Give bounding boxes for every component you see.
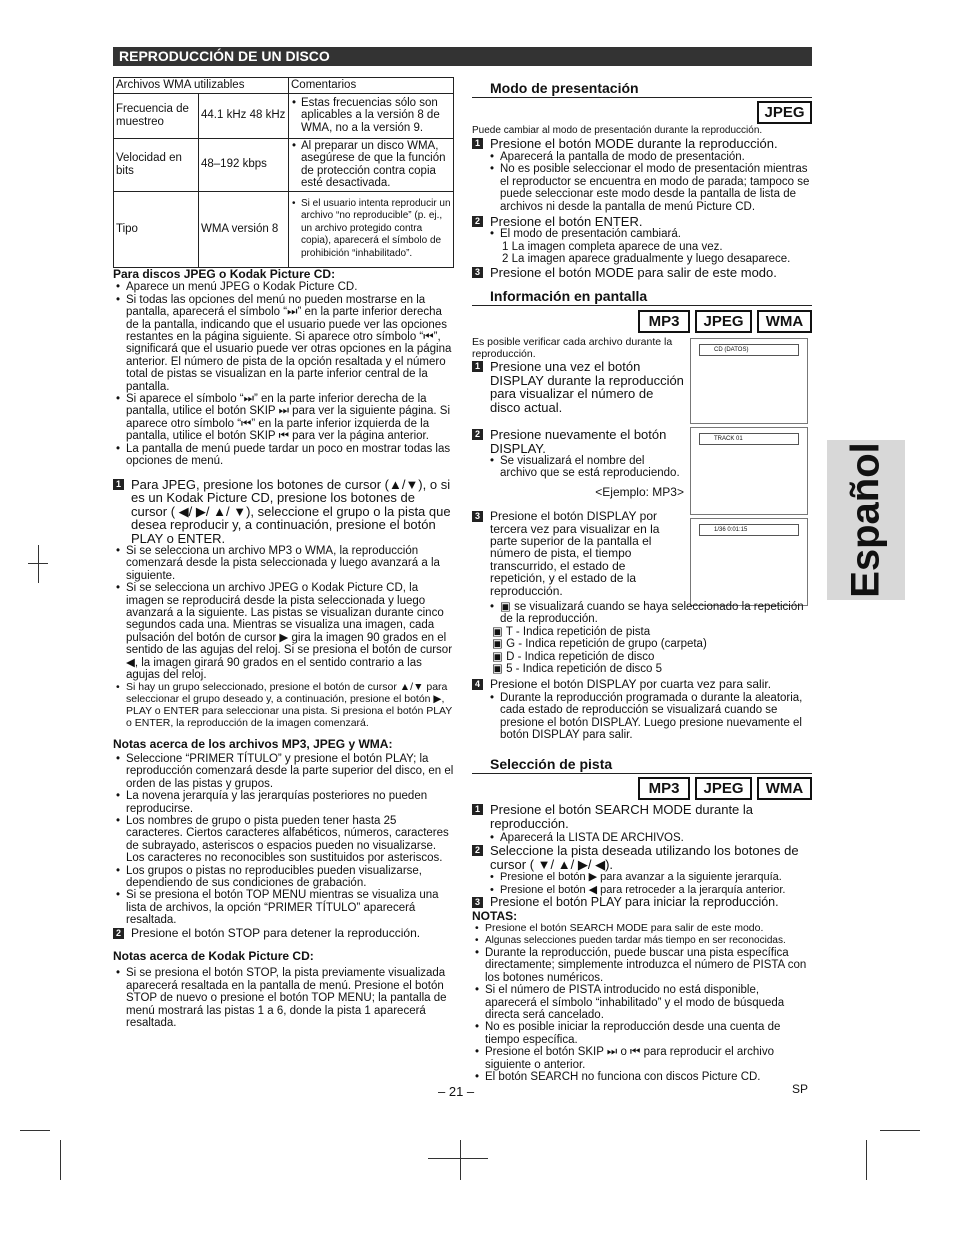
table-cell: 44.1 kHz 48 kHz bbox=[199, 93, 289, 138]
list-item: • Si se selecciona un archivo MP3 o WMA, la reproducción comenzará desde la pista seleccionada y luego avanzará a la siguiente. bbox=[113, 545, 454, 582]
step-text: Presione el botón ENTER. bbox=[490, 213, 643, 229]
osd-bar: CD (DATOS) bbox=[699, 344, 799, 356]
list-item: • No es posible seleccionar el modo de presentación mientras el reproductor se encuentra en modo de parada; tampoco se puede seleccionar este modo desde la pantalla de lista de archivos ni desde la pantalla de menú Picture CD. bbox=[472, 163, 812, 213]
table-cell: Tipo bbox=[114, 191, 199, 267]
table-cell bbox=[289, 191, 454, 267]
step-text: Presione nuevamente el botón DISPLAY. bbox=[490, 427, 667, 456]
table-header-cell: Comentarios bbox=[289, 78, 454, 94]
list-item: • Se visualizará el nombre del archivo que se está reproduciendo. bbox=[472, 455, 684, 480]
repeat-icon: ▣ bbox=[492, 650, 507, 663]
list-item: • El modo de presentación cambiará. bbox=[472, 228, 812, 240]
step-3 bbox=[472, 266, 812, 280]
section-rule bbox=[472, 773, 812, 774]
crop-mark bbox=[880, 1130, 920, 1131]
section-rule bbox=[472, 97, 812, 98]
step-number: 2 bbox=[472, 216, 483, 227]
crop-mark bbox=[60, 1140, 61, 1180]
table-cell-bullet: • Al preparar un disco WMA, asegúrese de que la función de protección contra copia esté desactivada. bbox=[301, 140, 451, 190]
list-item: • Si hay un grupo seleccionado, presione el botón de cursor ▲/▼ para seleccionar el grupo deseado y, a continuación, presione el botón ▶, PLAY o ENTER para seleccionar una pista. Si presiona el botón PLAY o ENTER, la reproducción de la imagen comenzará. bbox=[113, 681, 454, 729]
list-item: • Durante la reproducción, puede buscar una pista específica directamente; simplemente introduzca el número de PISTA con los botones numéricos. bbox=[472, 947, 812, 984]
repeat-line bbox=[472, 626, 812, 638]
step-1 bbox=[472, 803, 812, 830]
step-1 bbox=[472, 137, 812, 151]
step-2 bbox=[472, 428, 684, 455]
badge-jpeg: JPEG bbox=[695, 310, 752, 333]
step-number: 1 bbox=[113, 479, 124, 490]
list-item: • Si se selecciona un archivo JPEG o Kodak Picture CD, la imagen se reproducirá desde la pista seleccionada y luego avanzará a la siguiente. Las pistas se visualizan durante cinco segundos cada una. Mientras se visualiza una imagen, cada pulsación del botón de cursor ▶ gira la imagen 90 grados en el sentido de las agujas del reloj. Si se presiona el botón de cursor ◀, la imagen girará 90 grados en el sentido contrario a las agujas del reloj. bbox=[113, 582, 454, 681]
notes-heading: Notas acerca de los archivos MP3, JPEG y WMA: bbox=[113, 737, 393, 752]
list-item: • La novena jerarquía y las jerarquías posteriores no pueden reproducirse. bbox=[113, 790, 454, 815]
section-rule bbox=[472, 305, 812, 306]
step-text: Para JPEG, presione los botones de cursor (▲/▼), o si es un Kodak Picture CD, presione los botones de cursor ( ◀/ ▶/ ▲/ ▼), seleccione el grupo o la pista que desea reproducir y, a continuación, presione el botón PLAY o ENTER. bbox=[131, 476, 451, 546]
repeat-line-text: 5 - Indica repetición de disco 5 bbox=[506, 663, 663, 676]
language-code: SP bbox=[792, 1082, 809, 1096]
list-item: • El botón SEARCH no funciona con discos Picture CD. bbox=[472, 1071, 812, 1083]
list-item: • Seleccione “PRIMER TÍTULO” y presione el botón PLAY; la reproducción comenzará desde la parte superior del disco, en el orden de las pistas y grupos. bbox=[113, 753, 454, 790]
list-item: • Aparece un menú JPEG o Kodak Picture CD. bbox=[113, 281, 454, 293]
step-text: Presione el botón MODE durante la reproducción. bbox=[490, 136, 778, 152]
step-text: Presione el botón MODE para salir de este modo. bbox=[490, 264, 777, 280]
osd-bar: 1/36 0:01:15 bbox=[699, 524, 799, 536]
display-section bbox=[472, 336, 684, 597]
step-text: Presione el botón DISPLAY por cuarta vez para salir. bbox=[490, 677, 772, 692]
header-divider bbox=[113, 65, 812, 66]
page-number: – 21 – bbox=[438, 1084, 475, 1099]
step-number: 1 bbox=[472, 138, 483, 149]
table-cell bbox=[289, 138, 454, 191]
table-header-cell: Archivos WMA utilizables bbox=[114, 78, 289, 94]
list-item: • Los grupos o pistas no reproducibles pueden visualizarse, dependiendo de sus condiciones de grabación. bbox=[113, 865, 454, 890]
repeat-line-text: G - Indica repetición de grupo (carpeta) bbox=[506, 638, 707, 651]
step-3 bbox=[472, 896, 812, 910]
list-item: • Aparecerá la LISTA DE ARCHIVOS. bbox=[472, 832, 812, 844]
section-title-track bbox=[472, 754, 812, 774]
list-item: • Si se presiona el botón TOP MENU mientras se visualiza una lista de archivos, la opción “PRIMER TÍTULO” aparecerá resaltada. bbox=[113, 889, 454, 926]
osd-bar: TRACK 01 bbox=[699, 433, 799, 445]
osd-screen-2 bbox=[690, 427, 808, 515]
repeat-line bbox=[472, 663, 812, 675]
step-number: 2 bbox=[113, 928, 124, 939]
table-cell: Velocidad en bits bbox=[114, 138, 199, 191]
table-cell: WMA versión 8 bbox=[199, 191, 289, 267]
section-intro: Es posible verificar cada archivo durante la reproducción. bbox=[472, 336, 673, 360]
list-item: • Los nombres de grupo o pista pueden tener hasta 25 caracteres. Ciertos caracteres alfabéticos, números, caracteres de subrayado, asteriscos o espacios pueden no visualizarse. Los caracteres no reconocibles son sustituidos por asteriscos. bbox=[113, 815, 454, 865]
list-item: • Si aparece el símbolo “⏭” en la parte inferior derecha de la pantalla, utilice el botón SKIP ⏭ para ver la siguiente página. Si aparece otro símbolo “⏮” en la parte inferior izquierda de la pantalla, utilice el botón SKIP ⏮ para ver la página anterior. bbox=[113, 393, 454, 443]
repeat-icon: ▣ bbox=[492, 638, 507, 651]
repeat-line-text: T - Indica repetición de pista bbox=[505, 625, 651, 638]
repeat-line bbox=[472, 651, 812, 663]
list-item: • Presione el botón ◀ para retroceder a la jerarquía anterior. bbox=[472, 884, 812, 896]
display-section-cont bbox=[472, 601, 812, 742]
step-text: Presione el botón STOP para detener la reproducción. bbox=[131, 925, 421, 940]
jpeg-heading: Para discos JPEG o Kodak Picture CD: bbox=[113, 267, 336, 281]
table-cell: Frecuencia de muestreo bbox=[114, 93, 199, 138]
badge-jpeg: JPEG bbox=[757, 101, 812, 124]
crop-mark bbox=[866, 1140, 867, 1180]
step-number: 1 bbox=[472, 361, 483, 372]
crop-mark bbox=[460, 1140, 461, 1180]
repeat-line-text: D - Indica repetición de disco bbox=[506, 650, 655, 663]
step-number: 4 bbox=[472, 679, 483, 690]
step-number: 3 bbox=[472, 897, 483, 908]
list-item: • Algunas selecciones pueden tardar más tiempo en ser reconocidas. bbox=[472, 935, 812, 947]
osd-screen-1 bbox=[690, 338, 808, 424]
step-text: Presione el botón DISPLAY por tercera vez para visualizar en la parte superior de la pantalla el número de pista, el tiempo transcurrido, el estado de repetición, y el estado de la reproducción. bbox=[490, 509, 660, 598]
crop-mark bbox=[20, 1130, 50, 1131]
step-2 bbox=[472, 844, 812, 871]
repeat-icon: ▣ bbox=[492, 625, 506, 638]
repeat-line bbox=[472, 638, 812, 650]
step-number: 1 bbox=[472, 804, 483, 815]
list-item: • Si se presiona el botón STOP, la pista previamente visualizada aparecerá resaltada en la pantalla de menú. Presione el botón STOP de nuevo o presione el botón TOP MENU; la pantalla de menú mostrará las pistas 1 a 6, donde la pista 1 aparecerá resaltada. bbox=[113, 967, 454, 1029]
track-section bbox=[472, 803, 812, 1083]
section-title-text: Información en pantalla bbox=[490, 288, 648, 304]
list-item: • Durante la reproducción programada o durante la aleatoria, cada estado de reproducción se visualizará cuando se presione el botón DISPLAY. Luego presione nuevamente el botón DISPLAY para salir. bbox=[472, 692, 812, 742]
notes-heading: NOTAS: bbox=[472, 908, 518, 923]
section-header: REPRODUCCIÓN DE UN DISCO bbox=[113, 47, 812, 65]
step-number: 3 bbox=[472, 511, 483, 522]
list-item: • Si el número de PISTA introducido no está disponible, aparecerá el símbolo “inhabilitado” y el modo de búsqueda directa será cancelado. bbox=[472, 984, 812, 1021]
section-intro: Puede cambiar al modo de presentación durante la reproducción. bbox=[472, 125, 763, 136]
list-item: 2 La imagen aparece gradualmente y luego desaparece. bbox=[502, 253, 791, 266]
list-item: • Presione el botón SKIP ⏭ o ⏮ para reproducir el archivo siguiente o anterior. bbox=[472, 1046, 812, 1071]
section-title-text: Modo de presentación bbox=[490, 80, 639, 96]
badge-mp3: MP3 bbox=[638, 310, 690, 333]
table-cell: 48–192 kbps bbox=[199, 138, 289, 191]
badge-wma: WMA bbox=[757, 777, 812, 800]
section-title-text: Selección de pista bbox=[490, 756, 613, 772]
step-2 bbox=[472, 215, 812, 229]
step-text: Presione una vez el botón DISPLAY durante la reproducción para visualizar el número de disco actual. bbox=[490, 359, 684, 415]
osd-screen-3 bbox=[690, 518, 808, 606]
list-item: • La pantalla de menú puede tardar un poco en mostrar todas las opciones de menú. bbox=[113, 443, 454, 468]
repeat-icon: ▣ bbox=[500, 601, 515, 613]
table-cell-bullet: • Si el usuario intenta reproducir un archivo “no reproducible” (p. ej., un archivo protegido contra copia), aparecerá el símbolo de prohibición “inhabilitado”. bbox=[301, 198, 451, 261]
wma-table bbox=[113, 77, 454, 268]
list-item: • Presione el botón SEARCH MODE para salir de este modo. bbox=[472, 922, 812, 934]
step-text: Presione el botón SEARCH MODE durante la reproducción. bbox=[490, 802, 754, 831]
step-text: Seleccione la pista deseada utilizando los botones de cursor ( ▼/ ▲/ ▶/ ◀). bbox=[490, 843, 799, 872]
table-cell-bullet: • Estas frecuencias sólo son aplicables a la versión 8 de WMA, no a la versión 9. bbox=[301, 97, 451, 135]
crop-mark bbox=[38, 545, 39, 583]
list-item: • Presione el botón ▶ para avanzar a la siguiente jerarquía. bbox=[472, 871, 812, 883]
section-title-display bbox=[472, 286, 812, 306]
list-item: 1 La imagen completa aparece de una vez. bbox=[502, 240, 723, 253]
list-item: • Si todas las opciones del menú no pueden mostrarse en la pantalla, aparecerá el símbolo “⏭” en la parte inferior derecha de la pantalla, indicando que el usuario puede ver las opciones restantes en la página siguiente. Si aparece otro símbolo “⏮”, significará que el usuario puede ver otras opciones en la página anterior. El número de pista de la opción resaltada y el número total de pistas se visualizan en la parte inferior central de la pantalla. bbox=[113, 294, 454, 393]
list-item-text: se visualizará cuando se haya seleccionado la repetición de la reproducción. bbox=[500, 601, 804, 626]
step-number: 3 bbox=[472, 267, 483, 278]
step-1 bbox=[113, 478, 454, 546]
step-text: Presione el botón PLAY para iniciar la reproducción. bbox=[490, 895, 779, 910]
step-1 bbox=[472, 360, 684, 414]
language-tab-label: Español bbox=[843, 442, 888, 598]
list-item: • No es posible iniciar la reproducción desde una cuenta de tiempo específica. bbox=[472, 1021, 812, 1046]
step-number: 2 bbox=[472, 429, 483, 440]
left-column bbox=[113, 268, 454, 1030]
presentation-section bbox=[472, 125, 812, 279]
example-label: <Ejemplo: MP3> bbox=[595, 484, 684, 499]
table-cell bbox=[289, 93, 454, 138]
section-title-presentation bbox=[472, 78, 812, 98]
badge-wma: WMA bbox=[757, 310, 812, 333]
step-3 bbox=[472, 510, 684, 597]
crop-mark bbox=[428, 1158, 488, 1159]
step-4 bbox=[472, 678, 812, 692]
step-number: 2 bbox=[472, 845, 483, 856]
badge-jpeg: JPEG bbox=[695, 777, 752, 800]
kodak-heading: Notas acerca de Kodak Picture CD: bbox=[113, 949, 314, 964]
repeat-icon: ▣ bbox=[492, 663, 507, 676]
badge-mp3: MP3 bbox=[638, 777, 690, 800]
list-item: • Aparecerá la pantalla de modo de presentación. bbox=[472, 151, 812, 163]
list-item bbox=[472, 601, 812, 626]
step-2 bbox=[113, 927, 454, 941]
language-tab bbox=[827, 440, 905, 600]
